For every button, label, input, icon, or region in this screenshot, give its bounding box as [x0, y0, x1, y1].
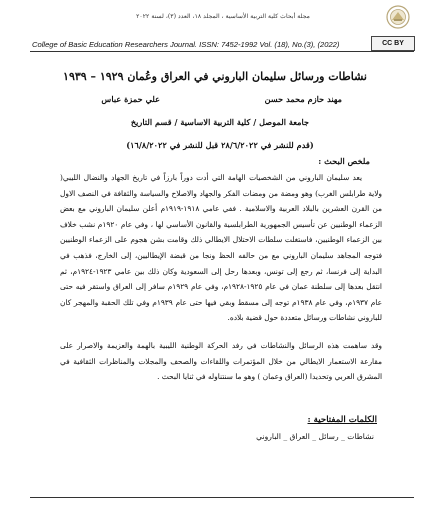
abstract-heading: ملخص البحث : — [318, 156, 370, 166]
keywords-heading: الكلمات المفتاحية : — [307, 415, 377, 425]
logo-emblem-icon — [380, 3, 416, 31]
journal-header-arabic: مجلة أبحاث كلية التربية الأساسية ، المجلد ١٨، العدد (٣)، لسنة ٢٠٢٢ — [136, 13, 310, 20]
license-badge[interactable]: CC BY — [371, 36, 415, 51]
abstract-body — [60, 170, 382, 397]
abstract-paragraph: وقد ساهمت هذه الرسائل والنشاطات في رفد الحركة الوطنية الليبية بالهمة والعزيمة والاصرار على مقارعة الاستعمار الايطالي من خلال المؤتمرات واللقاءات والصحف والمجلات والمناظرات الثقافية في المشرق العربي وتحديدا (العراق وعمان ) وهو ما سنتناوله في ثنايا البحث . — [60, 340, 382, 382]
author-affiliation: جامعة الموصل / كلية التربية الاساسية / قسم التاريخ — [130, 117, 310, 127]
footer-divider — [30, 497, 414, 498]
article-title: نشاطات ورسائل سليمان الباروني في العراق وعُمان ١٩٢٩ – ١٩٣٩ — [63, 70, 367, 83]
author-name-2: علي حمزة عباس — [101, 94, 160, 104]
header-divider — [30, 51, 414, 52]
keywords-list: نشاطات _ رسائل _ العراق _ الباروني — [256, 432, 374, 441]
submission-dates: (قدم للنشر في ٢٨/٦/٢٠٢٢ قبل للنشر في ١٦/٨/٢٠٢٢) — [126, 140, 314, 150]
abstract-paragraph: يعد سليمان الباروني من الشخصيات الهامة التي أدت دوراً بارزاً في تاريخ الجهاد والنضال الليبي( ولاية طرابلس الغرب) وهو ومضة من ومضات الفكر والجهاد والاصلاح والسياسة والثقافة في النصف الاول من القرن العشرين بالبلاد العربية والاسلامية . ففي عامي ١٩١٨-١٩١٩م أعلن سليمان الباروني مع بعض الزعماء الوطنيين عن تأسيس الجمهورية الطرابلسية والقانون الأساسي لها ، وفي عام ١٩٢٠م نشب خلاف بين الزعماء الوطنيين، فاستغلت سلطات الاحتلال الايطالي ذلك وقامت بشن هجوم على الزعماء الوطنيين فتوجه المجاهد سليمان الباروني مع من حالفه الحظ ونجا من قبضة الإيطاليين، إلى الخارج، فذهب في البداية إلى فرنسا، ثم رجع إلى تونس، وبعدها رحل إلى السعودية وكان ذلك بين عامي ١٩٢٣-١٩٢٤م، ثم انتقل بعدها إلى سلطنة عمان في عام ١٩٢٥-١٩٢٨م، وفي عام ١٩٢٩م سافر إلى العراق واستقر فيه حتى عام ١٩٣٧م، وفي عام ١٩٣٨م توجه إلى مسقط وبقي فيها حتى عام ١٩٣٩م وفي تلك الحقبة والمهجر كان للباروني نشاطات ورسائل متعددة حول قضية بلاده. — [60, 173, 382, 323]
journal-logo — [380, 3, 416, 31]
journal-reference-english: College of Basic Education Researchers Journal. ISSN: 7452-1992 Vol. (18), No.(3), (2022) — [32, 40, 340, 49]
author-name-1: مهند حازم محمد حسن — [264, 94, 342, 104]
